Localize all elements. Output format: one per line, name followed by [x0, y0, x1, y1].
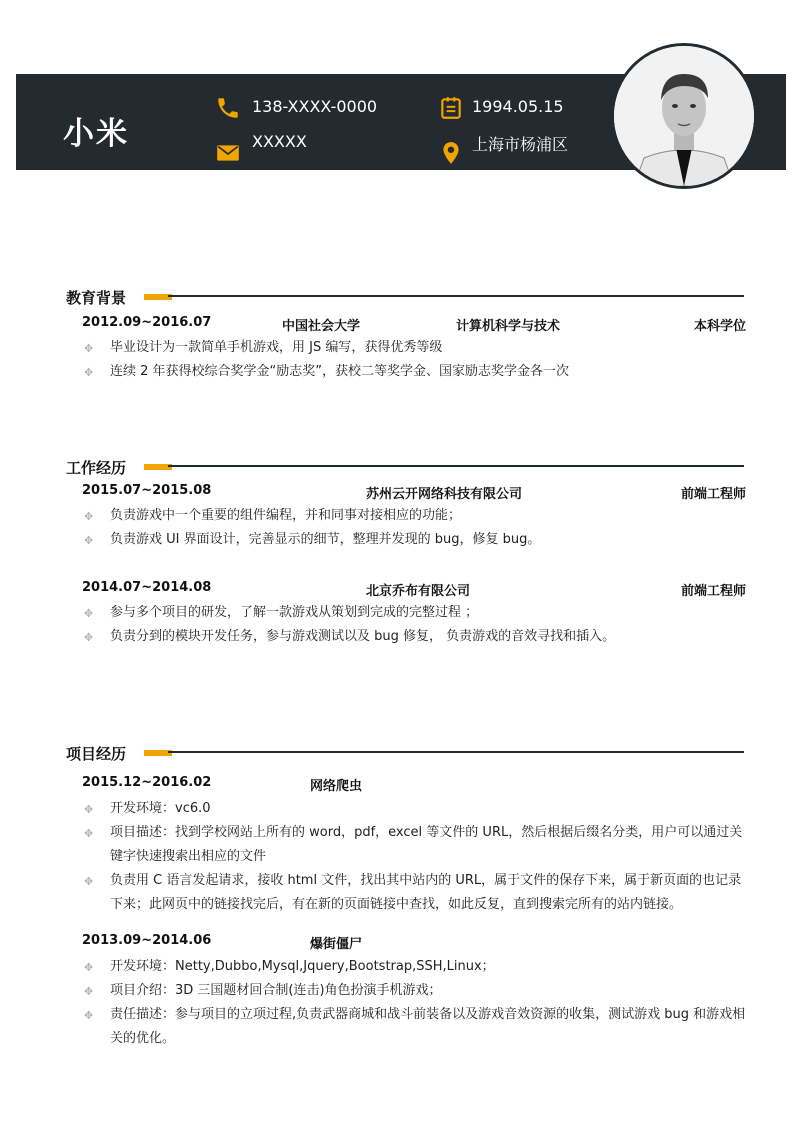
education-degree: 本科学位: [693, 319, 746, 334]
project-bullet: 项目介绍：3D 三国题材回合制(连击)角色扮演手机游戏；: [110, 983, 442, 998]
work-bullet: 参与多个项目的研发，了解一款游戏从策划到完成的完整过程 ；: [110, 605, 479, 620]
bullet-icon: ✥: [84, 827, 94, 840]
calendar-icon: [438, 95, 464, 121]
education-divider: [168, 295, 744, 297]
bullet-icon: ✥: [84, 961, 94, 974]
education-section-title: 教育背景: [66, 289, 127, 307]
work-row: [82, 580, 746, 600]
education-school: 中国社会大学: [282, 319, 361, 334]
work-company: 北京乔布有限公司: [366, 584, 471, 599]
project-bullet: 项目描述：找到学校网站上所有的 word，pdf，excel 等文件的 URL，然后根据后缀名分类，用户可以通过关键字快速搜索出相应的文件: [110, 825, 743, 864]
project-name: 爆街僵尸: [310, 937, 363, 952]
bullet-icon: ✥: [84, 631, 94, 644]
education-bullet: 连续 2 年获得校综合奖学金“励志奖”，获校二等奖学金、国家励志奖学金各一次: [110, 364, 570, 379]
work-section-title: 工作经历: [66, 459, 127, 477]
work-role: 前端工程师: [680, 584, 746, 599]
work-row: [82, 483, 746, 503]
bullet-icon: ✥: [84, 803, 94, 816]
bullet-icon: ✥: [84, 1009, 94, 1022]
bullet-icon: ✥: [84, 510, 94, 523]
bullet-icon: ✥: [84, 534, 94, 547]
project-row: [82, 775, 746, 795]
location-pin-icon: [438, 140, 464, 166]
project-bullet: 负责用 C 语言发起请求，接收 html 文件，找出其中站内的 URL，属于文件的保存下来，属于新页面的也记录下来；此网页中的链接找完后，有在新的页面链接中查找，如此反复，直到搜索完所有的站内链接。: [110, 873, 742, 912]
project-period: 2015.12~2016.02: [82, 775, 212, 790]
candidate-name: 小米: [63, 116, 129, 152]
projects-divider: [168, 751, 744, 753]
phone-text: 138-XXXX-0000: [252, 97, 378, 116]
mail-icon: [215, 140, 241, 166]
bullet-icon: ✥: [84, 875, 94, 888]
education-row: [82, 315, 746, 335]
work-period: 2014.07~2014.08: [82, 580, 212, 595]
project-row: [82, 933, 746, 953]
project-bullet: 责任描述：参与项目的立项过程,负责武器商城和战斗前装备以及游戏音效资源的收集，测试游戏 bug 和游戏相关的优化。: [110, 1007, 746, 1046]
project-bullet: 开发环境：Netty,Dubbo,Mysql,Jquery,Bootstrap,SSH,Linux；: [110, 959, 495, 974]
bullet-icon: ✥: [84, 607, 94, 620]
bullet-icon: ✥: [84, 342, 94, 355]
profile-photo: [611, 43, 757, 189]
project-bullet: 开发环境：vc6.0: [110, 801, 211, 816]
work-bullet: 负责游戏中一个重要的组件编程，并和同事对接相应的功能；: [110, 508, 462, 523]
education-major: 计算机科学与技术: [456, 319, 561, 334]
location-text: 上海市杨浦区: [472, 135, 569, 154]
projects-section-title: 项目经历: [66, 745, 127, 763]
education-period: 2012.09~2016.07: [82, 315, 212, 330]
bullet-icon: ✥: [84, 985, 94, 998]
work-company: 苏州云开网络科技有限公司: [366, 487, 523, 502]
portrait-image: [614, 46, 754, 186]
education-bullet: 毕业设计为一款简单手机游戏，用 JS 编写，获得优秀等级: [110, 340, 443, 355]
work-bullet: 负责分到的模块开发任务，参与游戏测试以及 bug 修复， 负责游戏的音效寻找和插入。: [110, 629, 616, 644]
work-bullet: 负责游戏 UI 界面设计，完善显示的细节，整理并发现的 bug，修复 bug。: [110, 532, 541, 547]
email-text: XXXXX: [252, 132, 307, 151]
bullet-icon: ✥: [84, 366, 94, 379]
project-name: 网络爬虫: [310, 779, 363, 794]
work-divider: [168, 465, 744, 467]
work-role: 前端工程师: [680, 487, 746, 502]
phone-icon: [215, 95, 241, 121]
birthday-text: 1994.05.15: [472, 97, 564, 116]
project-period: 2013.09~2014.06: [82, 933, 212, 948]
work-period: 2015.07~2015.08: [82, 483, 212, 498]
